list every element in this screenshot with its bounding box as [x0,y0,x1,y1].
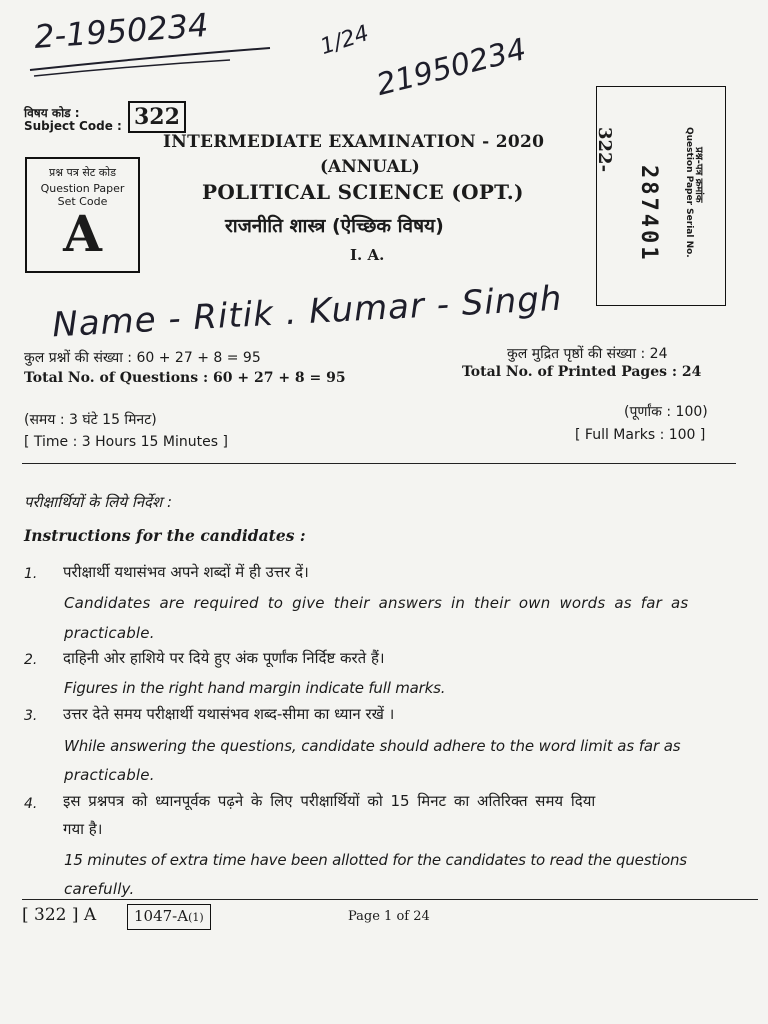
total-questions-hindi: कुल प्रश्नों की संख्या : 60 + 27 + 8 = 95 [24,350,261,366]
footer-divider [22,899,758,900]
instructions-heading-hindi: परीक्षार्थियों के लिये निर्देश : [24,493,173,511]
instruction-2-number: 2. [24,652,38,668]
subject-code-value: 322 [128,101,186,133]
header-divider [22,463,736,464]
total-pages-english: Total No. of Printed Pages : 24 [462,364,702,380]
instruction-2-hindi: दाहिनी ओर हाशिये पर दिये हुए अंक पूर्णांक निर्दिष्ट करते हैं। [63,649,385,667]
marks-english: [ Full Marks : 100 ] [575,427,706,443]
stream-label: I. A. [350,246,385,264]
serial-number-box [596,86,726,306]
footer-booklet-code-sub: (1) [188,911,204,924]
serial-code: 322- [594,127,615,173]
handwritten-roll-number-right: 21950234 [373,32,530,103]
time-english: [ Time : 3 Hours 15 Minutes ] [24,434,228,450]
handwritten-fraction: 1/24 [317,20,373,61]
instruction-1-hindi: परीक्षार्थी यथासंभव अपने शब्दों में ही उत्तर दें। [63,563,309,581]
set-code-value: A [63,204,102,263]
footer-left-code: [ 322 ] A [22,905,97,925]
total-pages-hindi: कुल मुद्रित पृष्ठों की संख्या : 24 [507,346,668,362]
exam-annual: (ANNUAL) [320,157,420,177]
instruction-3-english-line2: practicable. [64,766,155,784]
instruction-4-hindi-line2: गया है। [63,820,103,838]
instruction-4-english-line1: 15 minutes of extra time have been allotted for the candidates to read the questions [64,851,687,869]
footer-booklet-code-box [127,904,211,930]
instruction-1-number: 1. [24,566,38,582]
instruction-3-number: 3. [24,708,38,724]
footer-booklet-code: 1047-A [134,907,189,925]
set-code-english-label: Question Paper Set Code [40,182,125,208]
subject-title-hindi: राजनीति शास्त्र (ऐच्छिक विषय) [225,215,444,237]
exam-title: INTERMEDIATE EXAMINATION - 2020 [163,132,545,152]
subject-code-english-label: Subject Code : [24,119,122,133]
time-hindi: (समय : 3 घंटे 15 मिनट) [24,412,157,428]
instruction-1-english-line1: Candidates are required to give their answers in their own words as far as [64,594,689,612]
instruction-4-english-line2: carefully. [64,880,135,898]
instruction-1-english-line2: practicable. [64,624,155,642]
instruction-3-english-line1: While answering the questions, candidate should adhere to the word limit as far as [64,737,681,755]
handwritten-roll-number-left: 2-1950234 [32,5,210,57]
instruction-4-number: 4. [24,796,38,812]
set-code-hindi-label: प्रश्न पत्र सेट कोड [48,166,116,179]
handwritten-name: Name - Ritik . Kumar - Singh [51,278,564,346]
serial-number: 287401 [636,165,661,263]
instruction-4-hindi-line1: इस प्रश्नपत्र को ध्यानपूर्वक पढ़ने के लिए परीक्षार्थियों को 15 मिनट का अतिरिक्त समय दिया [63,792,596,810]
footer-page-number: Page 1 of 24 [348,909,430,924]
marks-hindi: (पूर्णांक : 100) [624,404,708,420]
total-questions-english: Total No. of Questions : 60 + 27 + 8 = 95 [24,370,346,386]
subject-title: POLITICAL SCIENCE (OPT.) [202,180,524,204]
instruction-3-hindi: उत्तर देते समय परीक्षार्थी यथासंभव शब्द-सीमा का ध्यान रखें । [63,705,395,723]
serial-hindi-label: प्रश्न-पत्र क्रमांक [693,147,704,203]
instructions-heading-english: Instructions for the candidates : [24,526,306,545]
serial-english-label: Question Paper Serial No. [684,127,694,258]
instruction-2-english-line1: Figures in the right hand margin indicate full marks. [64,679,446,697]
set-code-box [25,157,140,273]
subject-code-hindi-label: विषय कोड : [24,106,80,120]
handwritten-underline [20,40,280,80]
